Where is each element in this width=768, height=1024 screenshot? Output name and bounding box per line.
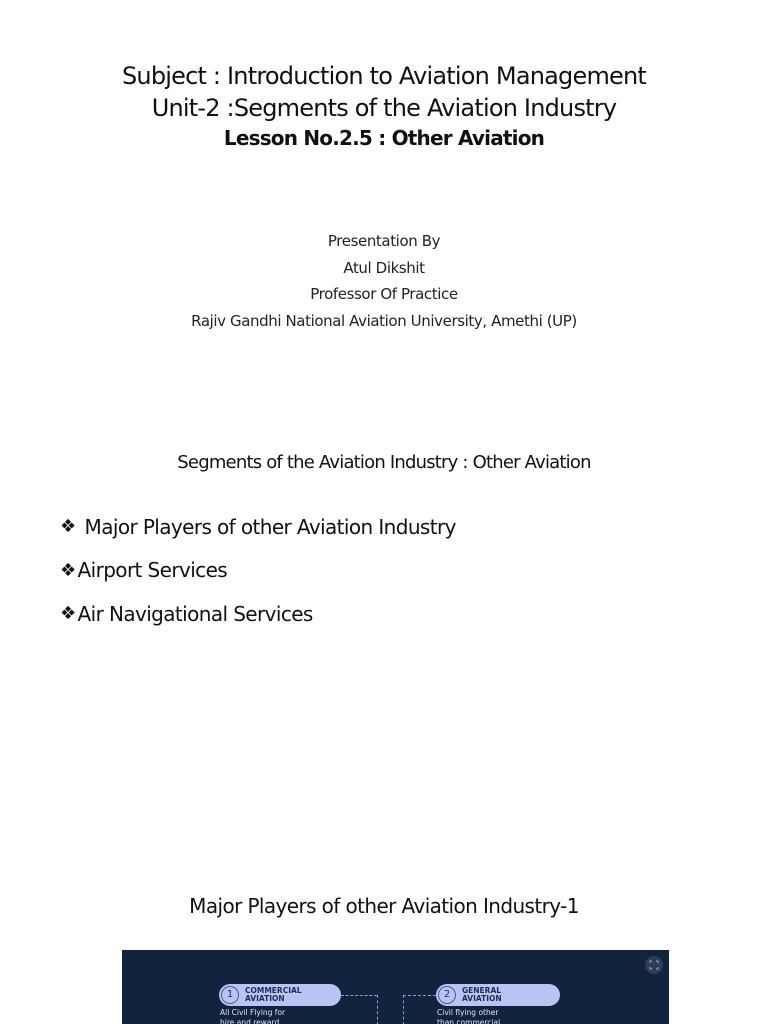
node-description (437, 1008, 500, 1024)
node-description (220, 1008, 285, 1024)
presenter-institution: Rajiv Gandhi National Aviation University, Amethi (UP) (191, 311, 577, 330)
node-commercial-aviation (219, 984, 341, 1006)
subject-title: Subject : Introduction to Aviation Management (121, 62, 647, 90)
major-players-title: Major Players of other Aviation Industry-1 (189, 894, 579, 918)
node-number: 1 (221, 986, 239, 1004)
presenter-name: Atul Dikshit (343, 258, 425, 277)
bullet-text: Major Players of other Aviation Industry (84, 514, 456, 539)
presenter-designation: Professor Of Practice (310, 285, 458, 303)
connector-line (377, 995, 378, 1024)
desc-line: than commercial (437, 1018, 501, 1024)
node-label: COMMERCIAL (245, 986, 302, 995)
presenter-block (0, 228, 768, 334)
connector-line (403, 995, 436, 996)
desc-line: All Civil Flying for (220, 1008, 286, 1017)
connector-line (341, 995, 377, 996)
diamond-bullet-icon: ❖ (60, 559, 76, 581)
segments-title: Segments of the Aviation Industry : Other Aviation (177, 452, 591, 473)
list-item (60, 592, 456, 636)
list-item (60, 505, 456, 549)
node-label: AVIATION (245, 994, 285, 1003)
expand-icon[interactable] (645, 956, 663, 974)
desc-line: Civil flying other (437, 1008, 499, 1017)
unit-title: Unit-2 :Segments of the Aviation Industry (151, 94, 617, 122)
node-label: AVIATION (462, 994, 502, 1003)
lesson-title: Lesson No.2.5 : Other Aviation (223, 126, 545, 150)
connector-line (403, 995, 404, 1024)
bullet-list (60, 505, 456, 636)
diamond-bullet-icon: ❖ (60, 603, 76, 625)
bullet-text: Airport Services (77, 558, 228, 583)
aviation-segments-diagram (122, 950, 669, 1024)
presenter-line: Presentation By (327, 232, 441, 250)
diamond-bullet-icon: ❖ (60, 516, 76, 538)
bullet-text: Air Navigational Services (77, 601, 313, 626)
node-general-aviation (436, 984, 560, 1006)
node-number: 2 (438, 986, 456, 1004)
node-label: GENERAL (462, 986, 502, 995)
list-item (60, 549, 456, 593)
desc-line: hire and reward (220, 1018, 280, 1024)
